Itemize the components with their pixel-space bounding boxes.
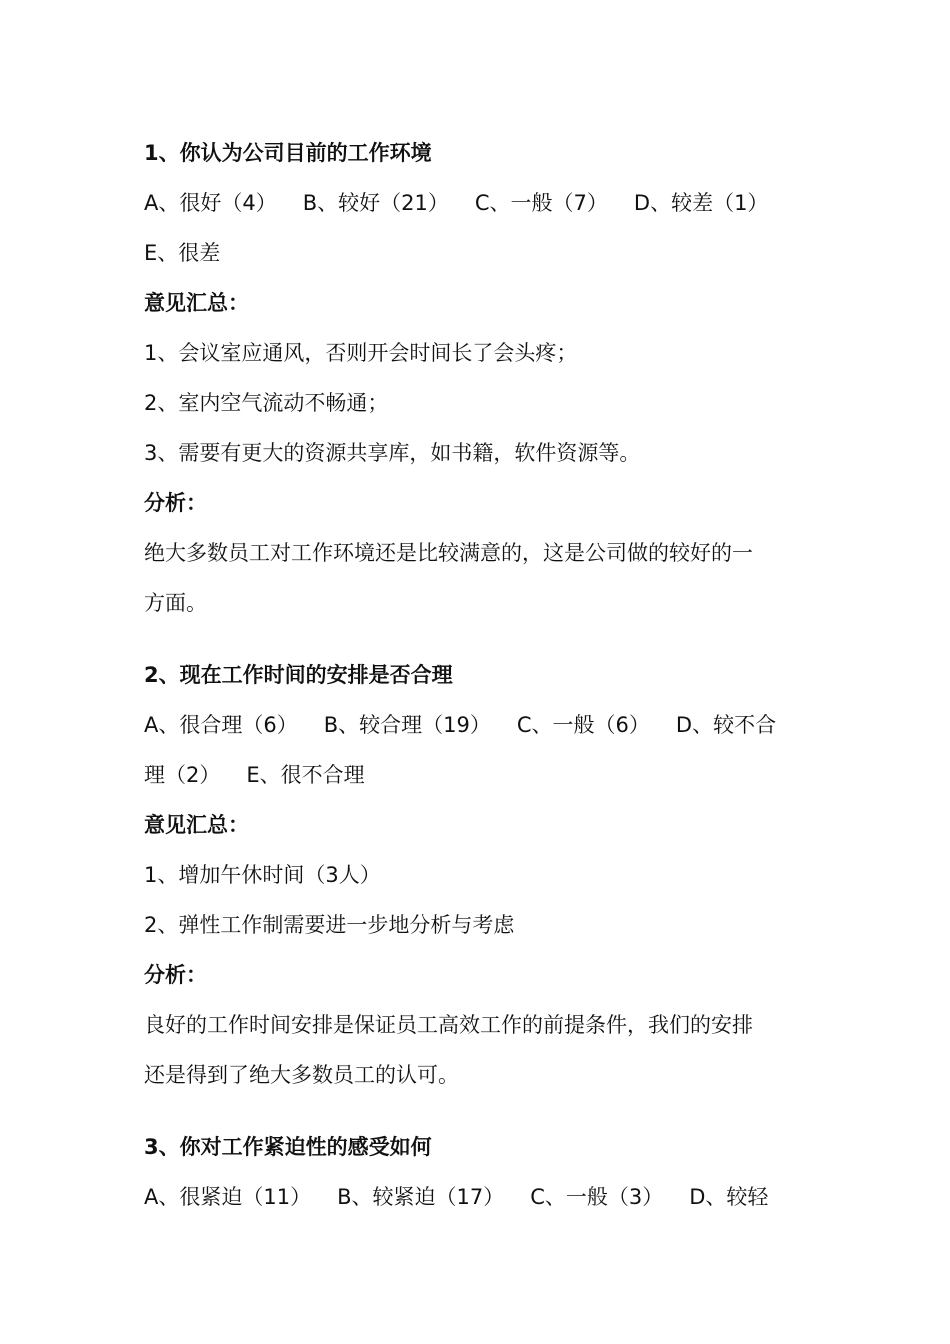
option-e: E、很不合理 bbox=[246, 763, 365, 787]
option-a: A、很好（4） bbox=[144, 191, 277, 215]
option-d: D、较不合 bbox=[675, 713, 777, 737]
analysis-text: 还是得到了绝大多数员工的认可。 bbox=[144, 1063, 459, 1087]
section-2 bbox=[144, 650, 804, 1100]
analysis-label: 分析： bbox=[144, 491, 207, 515]
options-row bbox=[144, 228, 804, 278]
opinion-item: 2、弹性工作制需要进一步地分析与考虑 bbox=[144, 913, 515, 937]
opinions-label: 意见汇总： bbox=[144, 813, 249, 837]
option-a: A、很合理（6） bbox=[144, 713, 298, 737]
section-spacer bbox=[144, 1100, 804, 1122]
analysis-text: 绝大多数员工对工作环境还是比较满意的，这是公司做的较好的一 bbox=[144, 541, 753, 565]
document-page bbox=[144, 128, 804, 1222]
opinion-item: 1、会议室应通风，否则开会时间长了会头疼； bbox=[144, 341, 578, 365]
option-c: C、一般（7） bbox=[474, 191, 608, 215]
option-b: B、较好（21） bbox=[302, 191, 449, 215]
option-b: B、较紧迫（17） bbox=[337, 1185, 505, 1209]
question-heading: 3、你对工作紧迫性的感受如何 bbox=[144, 1135, 432, 1159]
opinion-item: 2、室内空气流动不畅通； bbox=[144, 391, 389, 415]
option-c: C、一般（3） bbox=[530, 1185, 664, 1209]
section-3 bbox=[144, 1122, 804, 1222]
opinion-item: 1、增加午休时间（3人） bbox=[144, 863, 381, 887]
opinion-item: 3、需要有更大的资源共享库，如书籍，软件资源等。 bbox=[144, 441, 641, 465]
section-1 bbox=[144, 128, 804, 628]
opinions-label: 意见汇总： bbox=[144, 291, 249, 315]
question-heading: 1、你认为公司目前的工作环境 bbox=[144, 141, 432, 165]
option-b: B、较合理（19） bbox=[323, 713, 491, 737]
analysis-text: 方面。 bbox=[144, 591, 207, 615]
section-spacer bbox=[144, 628, 804, 650]
options-row bbox=[144, 1172, 804, 1222]
analysis-text: 良好的工作时间安排是保证员工高效工作的前提条件，我们的安排 bbox=[144, 1013, 753, 1037]
option-d: D、较差（1） bbox=[633, 191, 769, 215]
options-row bbox=[144, 178, 804, 228]
option-e: E、很差 bbox=[144, 241, 221, 265]
options-row bbox=[144, 750, 804, 800]
question-heading: 2、现在工作时间的安排是否合理 bbox=[144, 663, 453, 687]
option-d: D、较轻 bbox=[689, 1185, 769, 1209]
option-a: A、很紧迫（11） bbox=[144, 1185, 312, 1209]
option-d-cont: 理（2） bbox=[144, 763, 221, 787]
option-c: C、一般（6） bbox=[516, 713, 650, 737]
analysis-label: 分析： bbox=[144, 963, 207, 987]
options-row bbox=[144, 700, 804, 750]
